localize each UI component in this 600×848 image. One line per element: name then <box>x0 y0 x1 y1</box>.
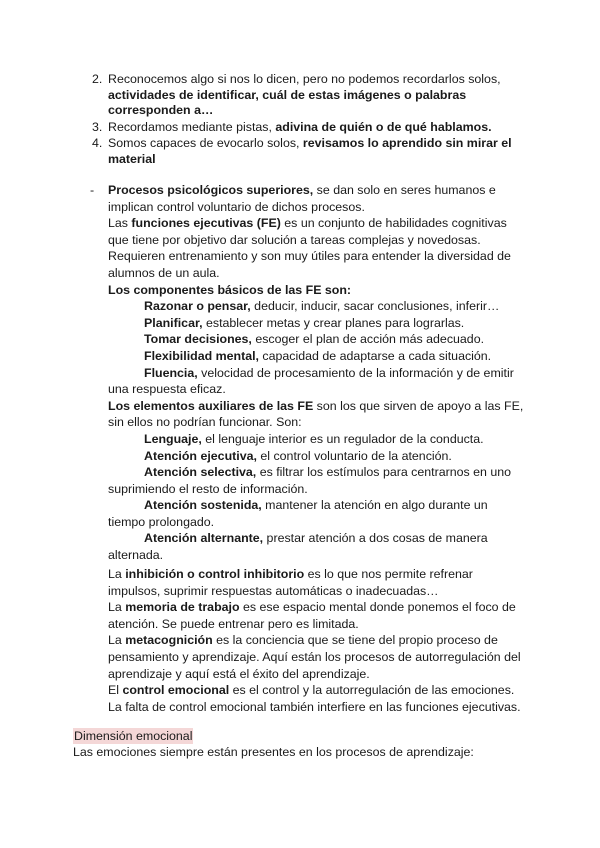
bullet-dash: - <box>90 183 95 197</box>
componentes-title-text: Los componentes básicos de las FE son: <box>108 282 352 297</box>
componente-term: Flexibilidad mental, <box>144 348 259 363</box>
procesos-paragraph <box>108 182 528 215</box>
list-text: Reconocemos algo si nos lo dicen, pero no podemos recordarlos solos, <box>108 72 501 86</box>
list-text: Recordamos mediante pistas, <box>108 119 276 134</box>
componente-term: Razonar o pensar, <box>144 299 251 314</box>
auxiliar-term: Atención ejecutiva, <box>144 448 257 463</box>
metacognicion-text: es la conciencia que se tiene del propio proceso de pensamiento y aprendizaje. Aquí están los procesos de autorregulación del aprendizaje y aquí está el éxito del aprendizaje. <box>108 633 521 681</box>
numbered-list <box>92 72 532 168</box>
control-paragraph <box>108 682 528 715</box>
componentes-title <box>108 282 528 299</box>
componente-item <box>108 298 528 315</box>
auxiliar-term: Atención alternante, <box>144 531 264 546</box>
list-number: 2. <box>92 72 103 86</box>
second-content <box>108 566 528 715</box>
memoria-pre: La <box>108 600 126 615</box>
dimension-text: Las emociones siempre están presentes en los procesos de aprendizaje: <box>73 745 474 759</box>
componente-item <box>108 331 528 348</box>
auxiliar-item <box>108 497 528 530</box>
list-bold: revisamos lo aprendido sin mirar el material <box>108 136 512 166</box>
auxiliar-text: es filtrar los estímulos para centrarnos en uno suprimiendo el resto de información. <box>108 465 512 496</box>
list-number: 4. <box>92 136 103 150</box>
inhibicion-pre: La <box>108 567 126 581</box>
metacognicion-pre: La <box>108 633 126 648</box>
componente-item <box>108 348 528 365</box>
fe-paragraph <box>108 215 528 281</box>
main-content <box>108 182 528 564</box>
procesos-text: se dan solo en seres humanos e implican control voluntario de dichos procesos. <box>108 183 496 214</box>
memoria-paragraph <box>108 599 528 632</box>
componente-item <box>108 315 528 332</box>
auxiliar-text: prestar atención a dos cosas de manera alternada. <box>108 531 488 563</box>
fe-text: es un conjunto de habilidades cognitivas que tiene por objetivo dar solución a tareas complejas y novedosas. Requieren entrenamiento y son muy útiles para entender la diversidad de alumnos de un aula. <box>108 216 511 280</box>
componente-term: Tomar decisiones, <box>144 332 252 347</box>
control-text: es el control y la autorregulación de las emociones. La falta de control emocional también interfiere en las funciones ejecutivas. <box>108 683 521 714</box>
auxiliar-item <box>108 464 528 497</box>
auxiliares-text: son los que sirven de apoyo a las FE, sin ellos no podrían funcionar. Son: <box>108 398 524 430</box>
auxiliar-item <box>108 530 528 563</box>
componente-text: establecer metas y crear planes para lograrlas. <box>202 315 465 330</box>
componente-text: velocidad de procesamiento de la información y de emitir una respuesta eficaz. <box>108 365 514 397</box>
auxiliar-term: Lenguaje, <box>144 431 202 446</box>
metacognicion-term: metacognición <box>125 633 213 648</box>
dimension-heading: Dimensión emocional <box>74 729 193 743</box>
auxiliar-item <box>108 448 528 465</box>
componente-text: capacidad de adaptarse a cada situación. <box>258 348 492 363</box>
inhibicion-paragraph <box>108 566 528 599</box>
memoria-text: es ese espacio mental donde ponemos el foco de atención. Se puede entrenar pero es limitada. <box>108 600 516 631</box>
list-item <box>92 136 532 167</box>
list-bold: adivina de quién o de qué hablamos. <box>275 119 492 134</box>
auxiliar-text: el lenguaje interior es un regulador de la conducta. <box>201 431 484 446</box>
list-bold: actividades de identificar, cuál de estas imágenes o palabras corresponden a… <box>108 87 467 117</box>
auxiliar-text: mantener la atención en algo durante un tiempo prolongado. <box>108 498 488 529</box>
list-number: 3. <box>92 119 103 134</box>
metacognicion-paragraph <box>108 632 528 682</box>
fe-pre: Las <box>108 216 132 231</box>
componente-text: deducir, inducir, sacar conclusiones, inferir… <box>250 299 500 314</box>
list-item <box>92 72 532 119</box>
control-term: control emocional <box>122 683 230 698</box>
auxiliar-term: Atención sostenida, <box>144 498 262 513</box>
list-text: Somos capaces de evocarlo solos, <box>108 136 303 150</box>
auxiliares-term: Los elementos auxiliares de las FE <box>108 398 314 413</box>
auxiliares-paragraph <box>108 398 528 431</box>
auxiliar-term: Atención selectiva, <box>144 465 257 480</box>
list-item <box>92 120 532 136</box>
procesos-term: Procesos psicológicos superiores, <box>108 183 314 197</box>
fe-term: funciones ejecutivas (FE) <box>131 216 281 231</box>
componente-term: Planificar, <box>144 315 203 330</box>
componente-term: Fluencia, <box>144 365 198 380</box>
auxiliar-item <box>108 431 528 448</box>
componente-text: escoger el plan de acción más adecuado. <box>251 332 485 347</box>
control-pre: El <box>108 683 123 698</box>
inhibicion-term: inhibición o control inhibitorio <box>125 567 305 581</box>
auxiliar-text: el control voluntario de la atención. <box>256 448 452 463</box>
componente-item <box>108 365 528 398</box>
memoria-term: memoria de trabajo <box>125 600 240 615</box>
inhibicion-text: es lo que nos permite refrenar impulsos, suprimir respuestas automáticas o inadecuadas… <box>108 567 473 598</box>
